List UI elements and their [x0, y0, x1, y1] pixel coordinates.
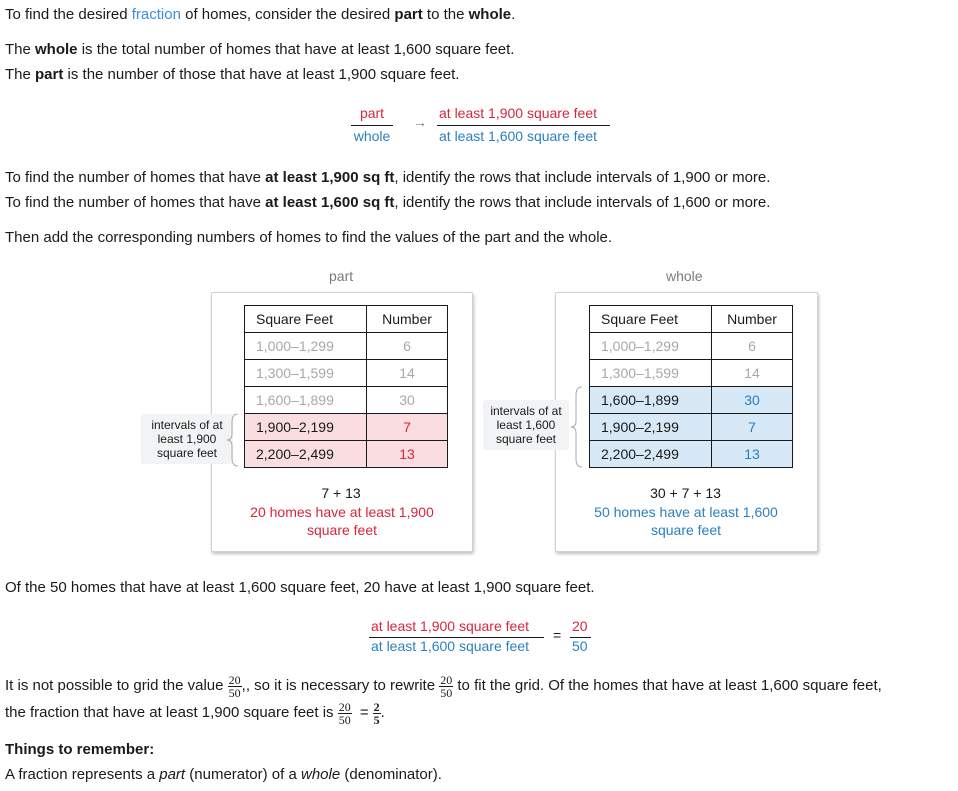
cell-square-feet: 1,000–1,299: [245, 333, 367, 360]
conclusion-equals: =: [553, 627, 562, 643]
conclusion-sentence: Of the 50 homes that have at least 1,600 square feet, 20 have at least 1,900 square feet.: [5, 579, 595, 596]
part-panel-title: part: [329, 268, 354, 284]
fraction-20-50: $\frac{20}{50}$: [440, 672, 453, 700]
cell-square-feet: 2,200–2,499: [590, 441, 712, 468]
ratio-top-text: at least 1,900 square feet: [439, 105, 597, 121]
ratio-divider-right: [437, 125, 610, 126]
part-brace: [226, 412, 240, 468]
cell-square-feet: 1,900–2,199: [590, 414, 712, 441]
step-line-2: To find the number of homes that have at least 1,600 sq ft, identify the rows that include intervals of 1,600 or more.: [5, 194, 771, 211]
whole-result: 50 homes have at least 1,600 square feet: [594, 504, 778, 538]
ratio-divider-left: [351, 125, 393, 126]
fraction-20-50: $\frac{20}{50}$: [338, 699, 351, 727]
table-row-highlighted: [590, 441, 793, 468]
header-number: Number: [712, 306, 793, 333]
cell-square-feet: 1,900–2,199: [245, 414, 367, 441]
table-row: [245, 360, 448, 387]
whole-table-header: [590, 306, 793, 333]
table-row-highlighted: [245, 441, 448, 468]
conclusion-den: 50: [572, 638, 588, 654]
ratio-bottom-text: at least 1,600 square feet: [439, 128, 597, 144]
remember-heading: Things to remember:: [5, 741, 155, 758]
fraction-2-5: $\frac{2}{5}$: [373, 699, 380, 727]
cell-number: 7: [367, 414, 448, 441]
step-line-1: To find the number of homes that have at least 1,900 sq ft, identify the rows that include intervals of 1,900 or more.: [5, 169, 771, 186]
cell-number: 14: [712, 360, 793, 387]
arrow-right-icon: →: [413, 114, 427, 130]
grid-line-1: It is not possible to grid the value $\frac{20}{50}$ ,, so it is necessary to rewrite $\frac{20}{50}$ to fit the grid. Of the homes that have at least 1,600 square feet,: [5, 672, 882, 700]
header-square-feet: Square Feet: [245, 306, 367, 333]
cell-number: 7: [712, 414, 793, 441]
cell-number: 13: [367, 441, 448, 468]
cell-square-feet: 1,300–1,599: [245, 360, 367, 387]
cell-square-feet: 2,200–2,499: [245, 441, 367, 468]
whole-table: [589, 305, 793, 468]
table-row: [245, 387, 448, 414]
grid-line-2: the fraction that have at least 1,900 square feet is $\frac{20}{50}$ = $\frac{2}{5}$ .: [5, 699, 385, 727]
part-table: [244, 305, 448, 468]
conclusion-frac-top: at least 1,900 square feet: [371, 618, 529, 634]
cell-square-feet: 1,600–1,899: [245, 387, 367, 414]
part-result: 20 homes have at least 1,900 square feet: [250, 504, 434, 538]
whole-brace: [570, 385, 584, 469]
remember-text: A fraction represents a part (numerator) of a whole (denominator).: [5, 766, 442, 783]
part-side-label: intervals of at least 1,900 square feet: [141, 414, 233, 464]
ratio-part-label: part: [359, 105, 385, 121]
header-number: Number: [367, 306, 448, 333]
cell-number: 6: [712, 333, 793, 360]
part-sum: 7 + 13: [321, 485, 361, 501]
intro-line-2: The whole is the total number of homes that have at least 1,600 square feet.: [5, 41, 515, 58]
intro-line-3: The part is the number of those that have at least 1,900 square feet.: [5, 66, 460, 83]
table-row: [590, 360, 793, 387]
cell-number: 30: [712, 387, 793, 414]
cell-square-feet: 1,600–1,899: [590, 387, 712, 414]
header-square-feet: Square Feet: [590, 306, 712, 333]
cell-square-feet: 1,000–1,299: [590, 333, 712, 360]
table-row: [590, 333, 793, 360]
part-table-header: [245, 306, 448, 333]
ratio-whole-label: whole: [353, 128, 391, 144]
cell-square-feet: 1,300–1,599: [590, 360, 712, 387]
cell-number: 13: [712, 441, 793, 468]
cell-number: 14: [367, 360, 448, 387]
whole-sum: 30 + 7 + 13: [650, 485, 721, 501]
table-row-highlighted: [590, 414, 793, 441]
cell-number: 30: [367, 387, 448, 414]
whole-side-label: intervals of at least 1,600 square feet: [483, 400, 569, 450]
table-row: [245, 333, 448, 360]
table-row-highlighted: [245, 414, 448, 441]
conclusion-frac-bottom: at least 1,600 square feet: [371, 638, 529, 654]
intro-line-1: To find the desired fraction of homes, consider the desired part to the whole.: [5, 6, 516, 23]
fraction-link[interactable]: fraction: [131, 6, 181, 23]
whole-panel-title: whole: [666, 268, 703, 284]
step-line-3: Then add the corresponding numbers of homes to find the values of the part and the whole.: [5, 229, 613, 246]
cell-number: 6: [367, 333, 448, 360]
conclusion-num: 20: [572, 618, 588, 634]
table-row-highlighted: [590, 387, 793, 414]
fraction-20-50: $\frac{20}{50}$: [228, 672, 241, 700]
